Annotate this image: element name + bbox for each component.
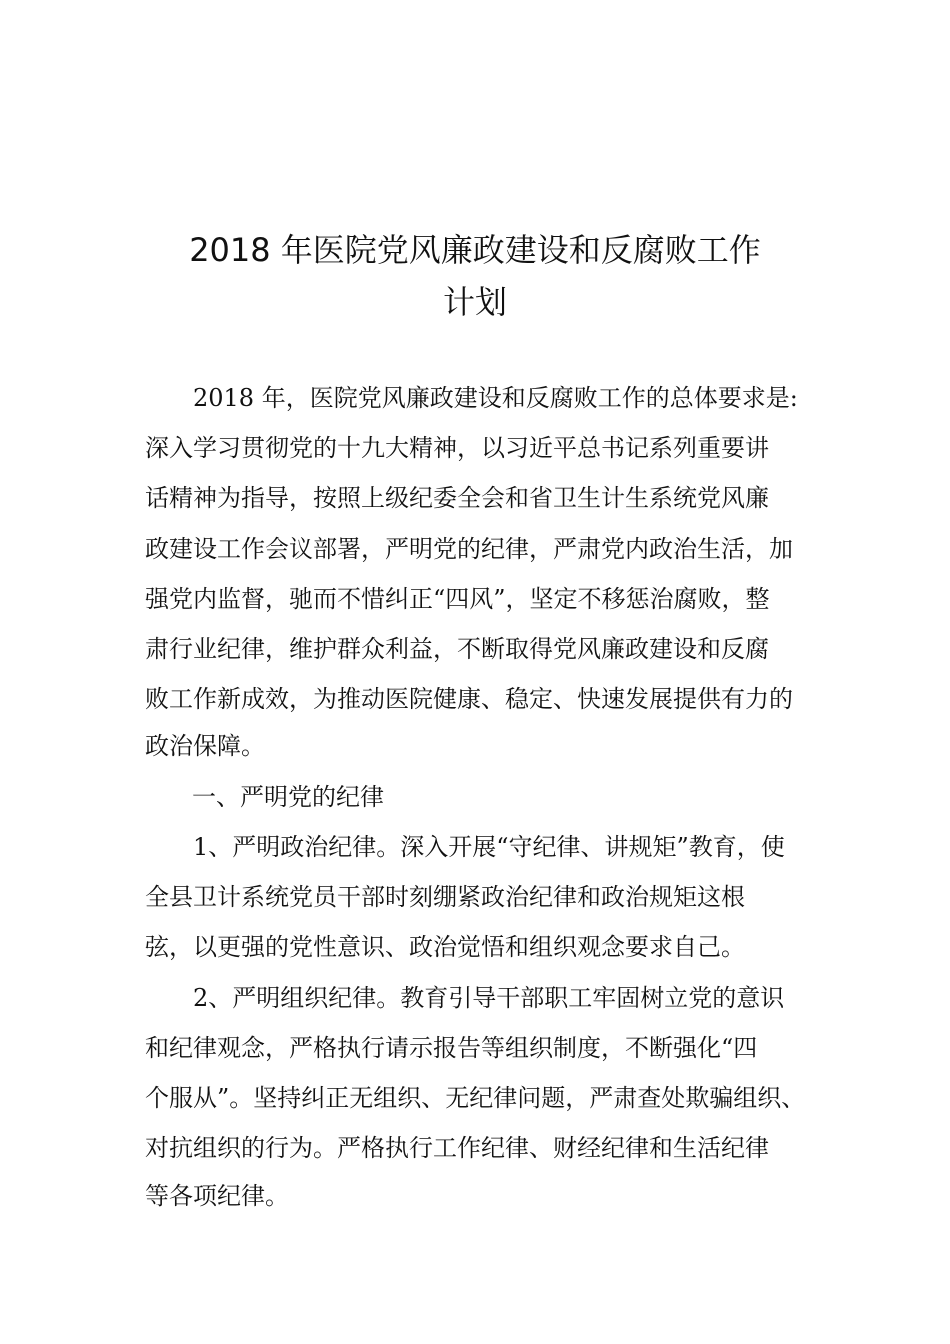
- paragraph-line: 2018 年，医院党风廉政建设和反腐败工作的总体要求是:: [193, 384, 798, 412]
- paragraph-line: 2、严明组织纪律。教育引导干部职工牢固树立党的意识: [193, 984, 785, 1012]
- paragraph-line: 败工作新成效，为推动医院健康、稳定、快速发展提供有力的: [145, 685, 793, 713]
- paragraph-line: 话精神为指导，按照上级纪委全会和省卫生计生系统党风廉: [145, 484, 769, 512]
- paragraph-line: 等各项纪律。: [145, 1182, 289, 1210]
- paragraph-line: 强党内监督，驰而不惜纠正“四风”，坚定不移惩治腐败，整: [145, 585, 770, 613]
- paragraph-line: 个服从”。坚持纠正无组织、无纪律问题，严肃查处欺骗组织、: [145, 1084, 806, 1112]
- paragraph-line: 弦，以更强的党性意识、政治觉悟和组织观念要求自己。: [145, 933, 745, 961]
- paragraph-line: 和纪律观念，严格执行请示报告等组织制度，不断强化“四: [145, 1034, 758, 1062]
- paragraph-line: 全县卫计系统党员干部时刻绷紧政治纪律和政治规矩这根: [145, 883, 745, 911]
- paragraph-line: 政治保障。: [145, 732, 265, 760]
- paragraph-line: 肃行业纪律，维护群众利益，不断取得党风廉政建设和反腐: [145, 635, 769, 663]
- paragraph-line: 深入学习贯彻党的十九大精神，以习近平总书记系列重要讲: [145, 434, 769, 462]
- document-title-line-2: 计划: [442, 283, 507, 321]
- paragraph-line: 对抗组织的行为。严格执行工作纪律、财经纪律和生活纪律: [145, 1134, 769, 1162]
- paragraph-line: 1、严明政治纪律。深入开展“守纪律、讲规矩”教育，使: [193, 833, 785, 861]
- section-heading: 一、严明党的纪律: [192, 783, 384, 811]
- document-title-line-1: 2018 年医院党风廉政建设和反腐败工作: [189, 231, 761, 269]
- paragraph-line: 政建设工作会议部署，严明党的纪律，严肃党内政治生活，加: [145, 535, 793, 563]
